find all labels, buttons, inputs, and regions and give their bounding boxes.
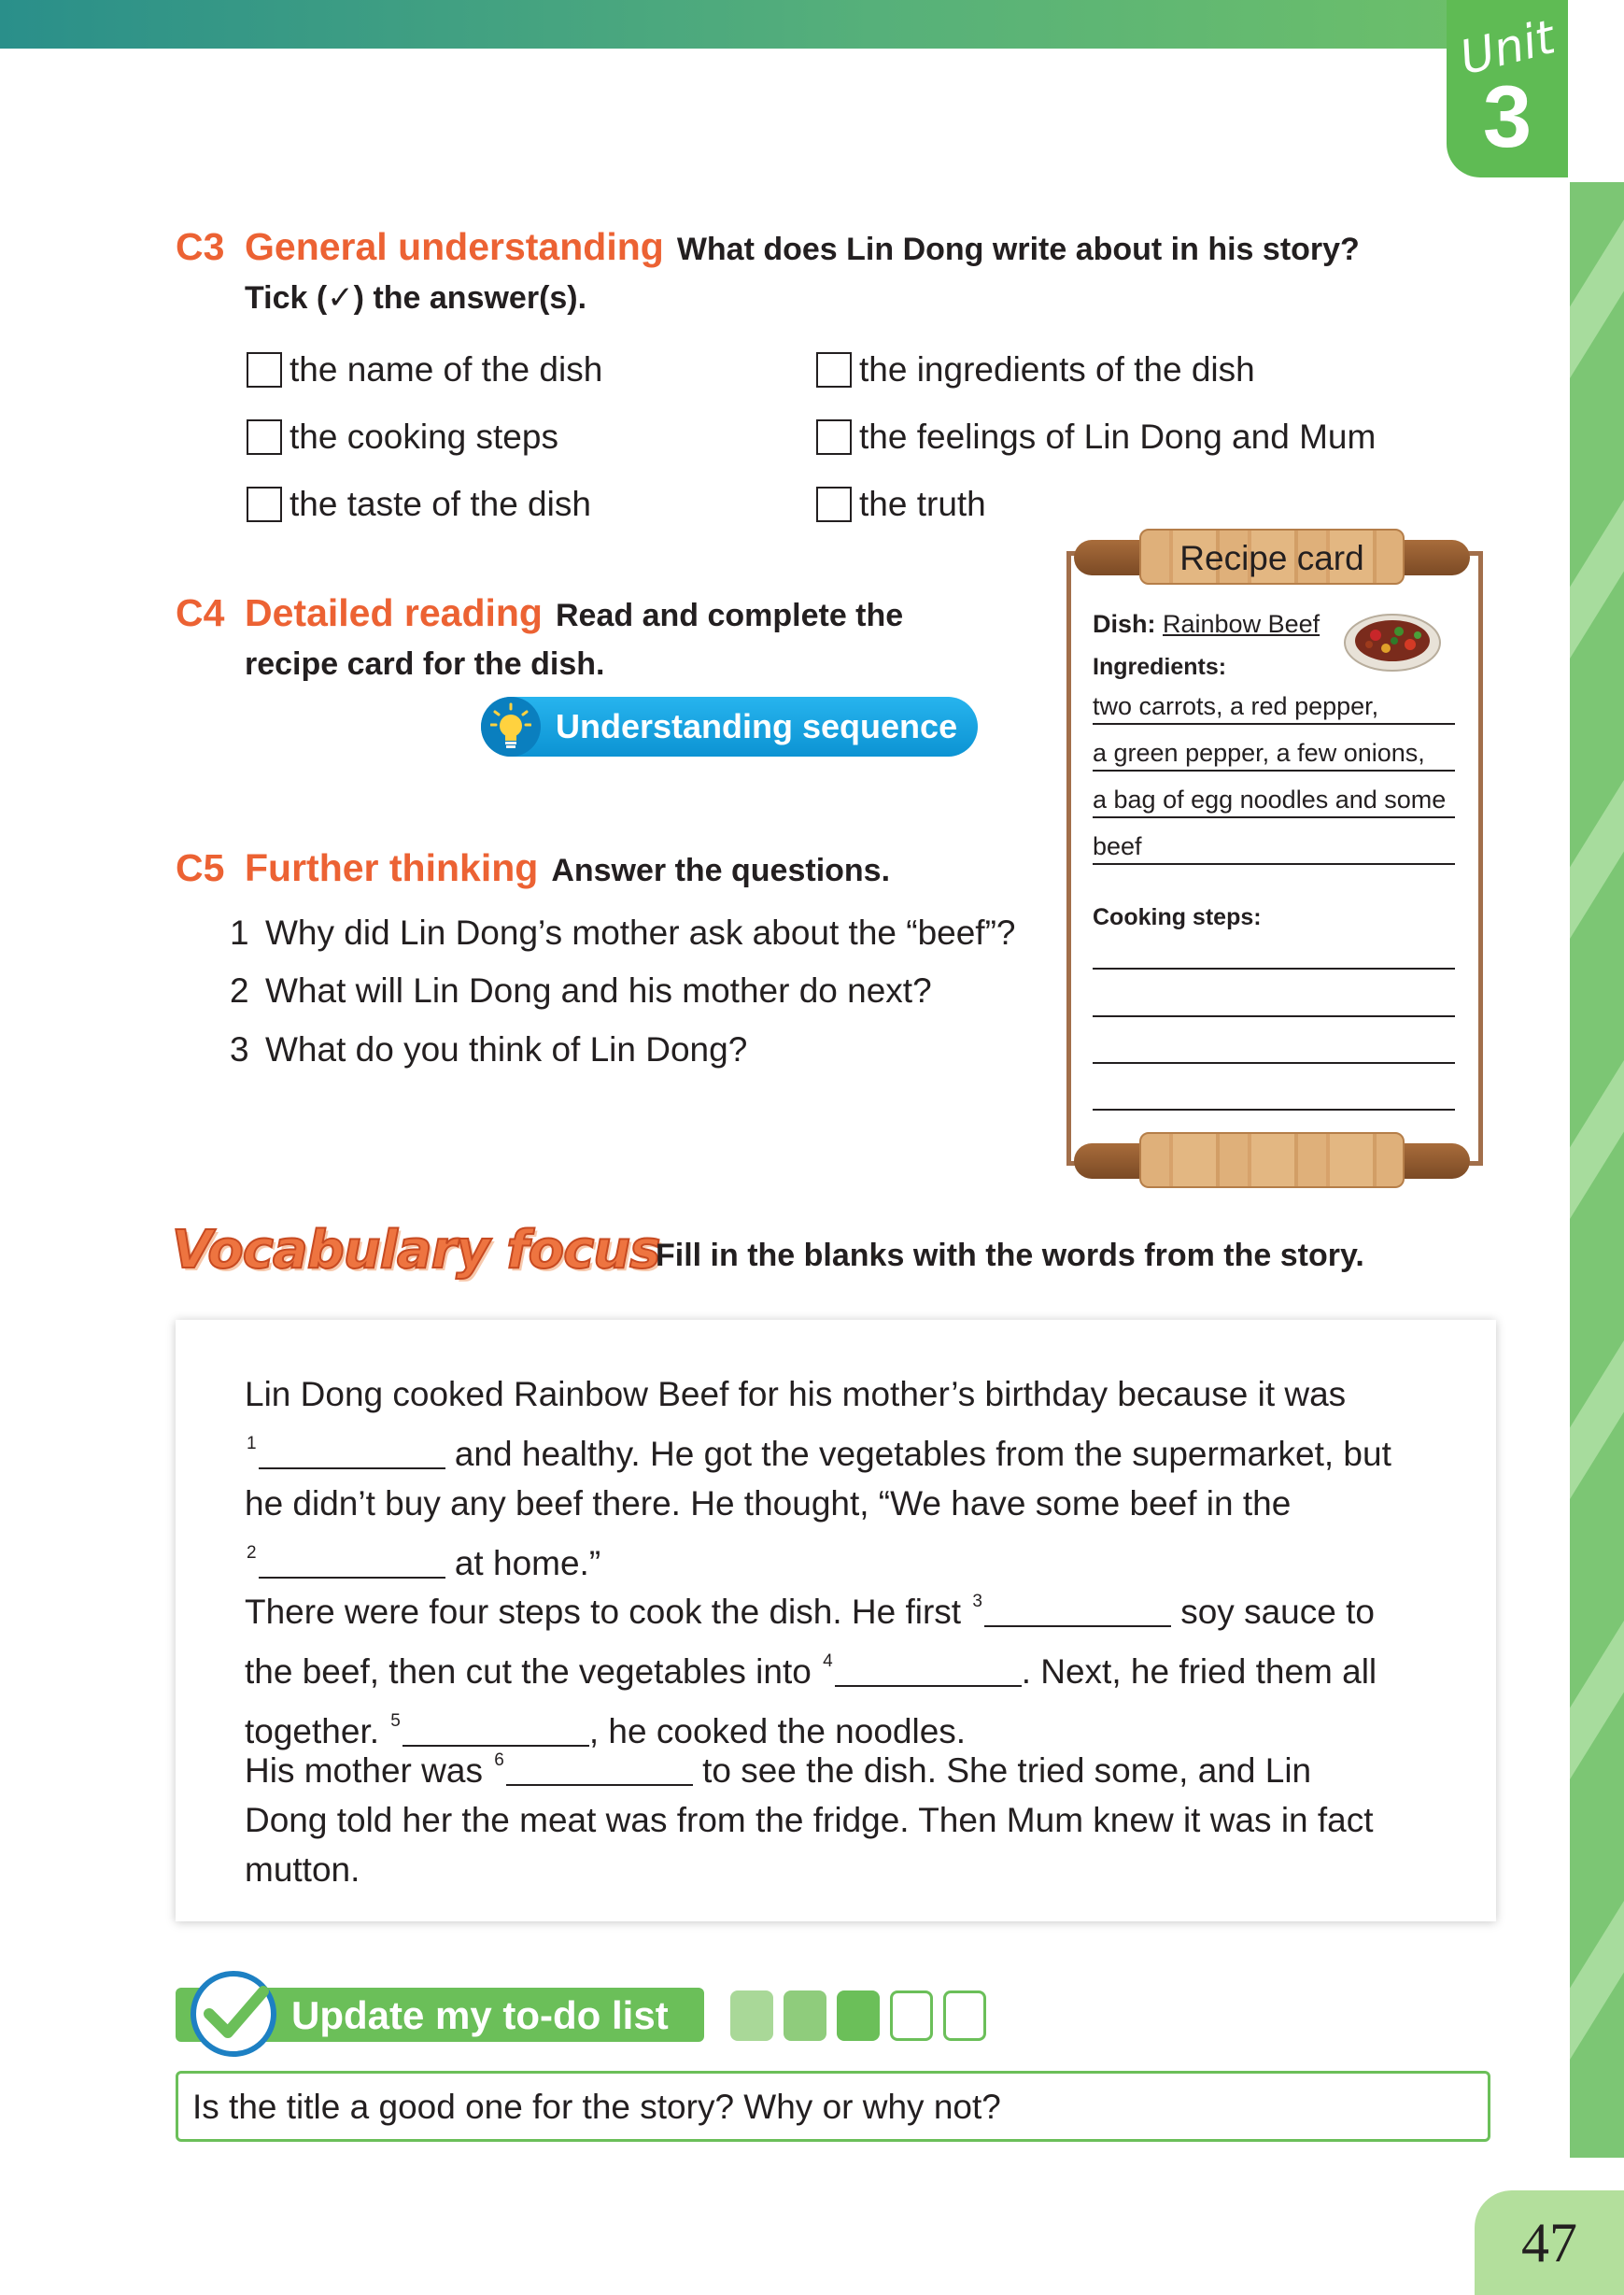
unit-number: 3 [1482, 67, 1532, 165]
todo-question: Is the title a good one for the story? Why or why not? [192, 2088, 1001, 2126]
dish-image [1343, 607, 1442, 679]
cooking-step-line[interactable] [1093, 982, 1455, 1017]
passage-text: Dong told her the meat was from the fridge. Then Mum knew it was in fact [245, 1801, 1374, 1839]
top-banner-bar [0, 0, 1457, 49]
option-ingredients[interactable] [816, 348, 1255, 391]
question-item [230, 1028, 747, 1071]
passage-text: at home.” [454, 1544, 601, 1582]
section-number: C5 [176, 846, 225, 889]
ingredients-label: Ingredients: [1093, 654, 1227, 680]
passage-text: together. [245, 1712, 380, 1750]
section-number: C3 [176, 225, 225, 268]
cooking-step-line[interactable] [1093, 1028, 1455, 1064]
passage-text: the beef, then cut the vegetables into [245, 1652, 812, 1691]
ingredient-line: a green pepper, a few onions, [1093, 736, 1455, 772]
dish-label: Dish: [1093, 610, 1156, 638]
cooking-steps-label: Cooking steps: [1093, 904, 1262, 930]
question-item [230, 970, 932, 1013]
progress-square [890, 1990, 933, 2041]
section-instruction: What does Lin Dong write about in his story? [676, 232, 1360, 267]
option-label: the feelings of Lin Dong and Mum [859, 418, 1377, 456]
blank-4[interactable] [835, 1653, 1022, 1687]
question-text: What will Lin Dong and his mother do next? [265, 971, 932, 1010]
section-instruction-cont: recipe card for the dish. [245, 646, 605, 682]
page-number: 47 [1475, 2190, 1624, 2295]
checkbox[interactable] [247, 487, 282, 522]
progress-square [784, 1990, 826, 2041]
progress-square [943, 1990, 986, 2041]
blank-number: 5 [390, 1711, 401, 1731]
option-name-of-dish[interactable] [247, 348, 602, 391]
passage-text: , he cooked the noodles. [588, 1712, 967, 1750]
side-stripe [1570, 182, 1624, 2158]
option-taste[interactable] [247, 483, 591, 526]
option-label: the taste of the dish [289, 485, 591, 523]
rolling-pin-top [1074, 529, 1470, 585]
blank-1[interactable] [259, 1436, 445, 1469]
question-text: Why did Lin Dong’s mother ask about the “beef”? [265, 914, 1016, 952]
unit-tab [1447, 0, 1568, 177]
passage-paragraph-3 [245, 1735, 1449, 1894]
passage-text: Lin Dong cooked Rainbow Beef for his mother’s birthday because it was [245, 1375, 1347, 1413]
option-feelings[interactable] [816, 416, 1376, 459]
option-cooking-steps[interactable] [247, 416, 558, 459]
checkbox[interactable] [247, 419, 282, 455]
dish-row [1093, 610, 1320, 639]
section-title: Further thinking [245, 846, 539, 889]
passage-text: His mother was [245, 1751, 483, 1790]
blank-2[interactable] [259, 1545, 445, 1579]
blank-6[interactable] [506, 1752, 693, 1786]
passage-text: soy sauce to [1180, 1593, 1375, 1631]
rolling-pin-bottom [1074, 1132, 1470, 1188]
option-label: the cooking steps [289, 418, 558, 456]
checkbox[interactable] [816, 352, 852, 388]
section-instruction-cont: Tick (✓) the answer(s). [245, 280, 587, 316]
question-number: 3 [230, 1030, 249, 1069]
passage-text: and healthy. He got the vegetables from the supermarket, but [454, 1435, 1391, 1473]
blank-number: 3 [972, 1592, 982, 1611]
blank-3[interactable] [984, 1594, 1171, 1627]
checkbox[interactable] [816, 419, 852, 455]
cooking-step-line[interactable] [1093, 1075, 1455, 1111]
option-label: the name of the dish [289, 350, 603, 389]
passage-paragraph-1 [245, 1369, 1449, 1588]
question-item [230, 912, 1016, 955]
section-instruction: Read and complete the [555, 598, 904, 633]
option-truth[interactable] [816, 483, 986, 526]
section-instruction: Answer the questions. [551, 853, 891, 888]
section-c5 [176, 843, 1016, 895]
progress-square [837, 1990, 880, 2041]
passage-text: . Next, he fried them all [1021, 1652, 1377, 1691]
section-number: C4 [176, 591, 225, 634]
passage-paragraph-2 [245, 1577, 1449, 1756]
section-title: General understanding [245, 225, 664, 268]
cooking-step-line[interactable] [1093, 934, 1455, 970]
passage-text: he didn’t buy any beef there. He thought, “We have some beef in the [245, 1484, 1292, 1523]
passage-text: There were four steps to cook the dish. He first [245, 1593, 962, 1631]
checkbox[interactable] [247, 352, 282, 388]
blank-number: 4 [823, 1651, 833, 1671]
passage-text: mutton. [245, 1850, 360, 1889]
understanding-sequence-badge [481, 697, 978, 757]
badge-label: Understanding sequence [556, 707, 958, 745]
recipe-card-title: Recipe card [1179, 539, 1364, 577]
dish-value: Rainbow Beef [1163, 610, 1320, 638]
section-c3 [176, 222, 1474, 322]
progress-square [730, 1990, 773, 2041]
ingredient-line: a bag of egg noodles and some [1093, 783, 1455, 818]
todo-label: Update my to-do list [291, 1993, 669, 2037]
section-c4 [176, 588, 1016, 688]
option-label: the truth [859, 485, 986, 523]
check-circle-icon [187, 1967, 280, 2065]
checkbox[interactable] [816, 487, 852, 522]
blank-number: 2 [247, 1543, 257, 1563]
blank-number: 6 [494, 1750, 504, 1770]
blank-number: 1 [247, 1434, 257, 1453]
option-label: the ingredients of the dish [859, 350, 1255, 389]
ingredient-line: two carrots, a red pepper, [1093, 689, 1455, 725]
ingredient-line: beef [1093, 829, 1455, 865]
unit-word: Unit [1454, 9, 1560, 86]
passage-text: to see the dish. She tried some, and Lin [702, 1751, 1312, 1790]
question-number: 1 [230, 914, 249, 952]
vocabulary-focus-title: Vocabulary focus [172, 1220, 660, 1281]
section-title: Detailed reading [245, 591, 543, 634]
lightbulb-icon [481, 697, 541, 757]
vocabulary-instruction: Fill in the blanks with the words from the story. [656, 1238, 1364, 1273]
question-number: 2 [230, 971, 249, 1010]
question-text: What do you think of Lin Dong? [265, 1030, 748, 1069]
